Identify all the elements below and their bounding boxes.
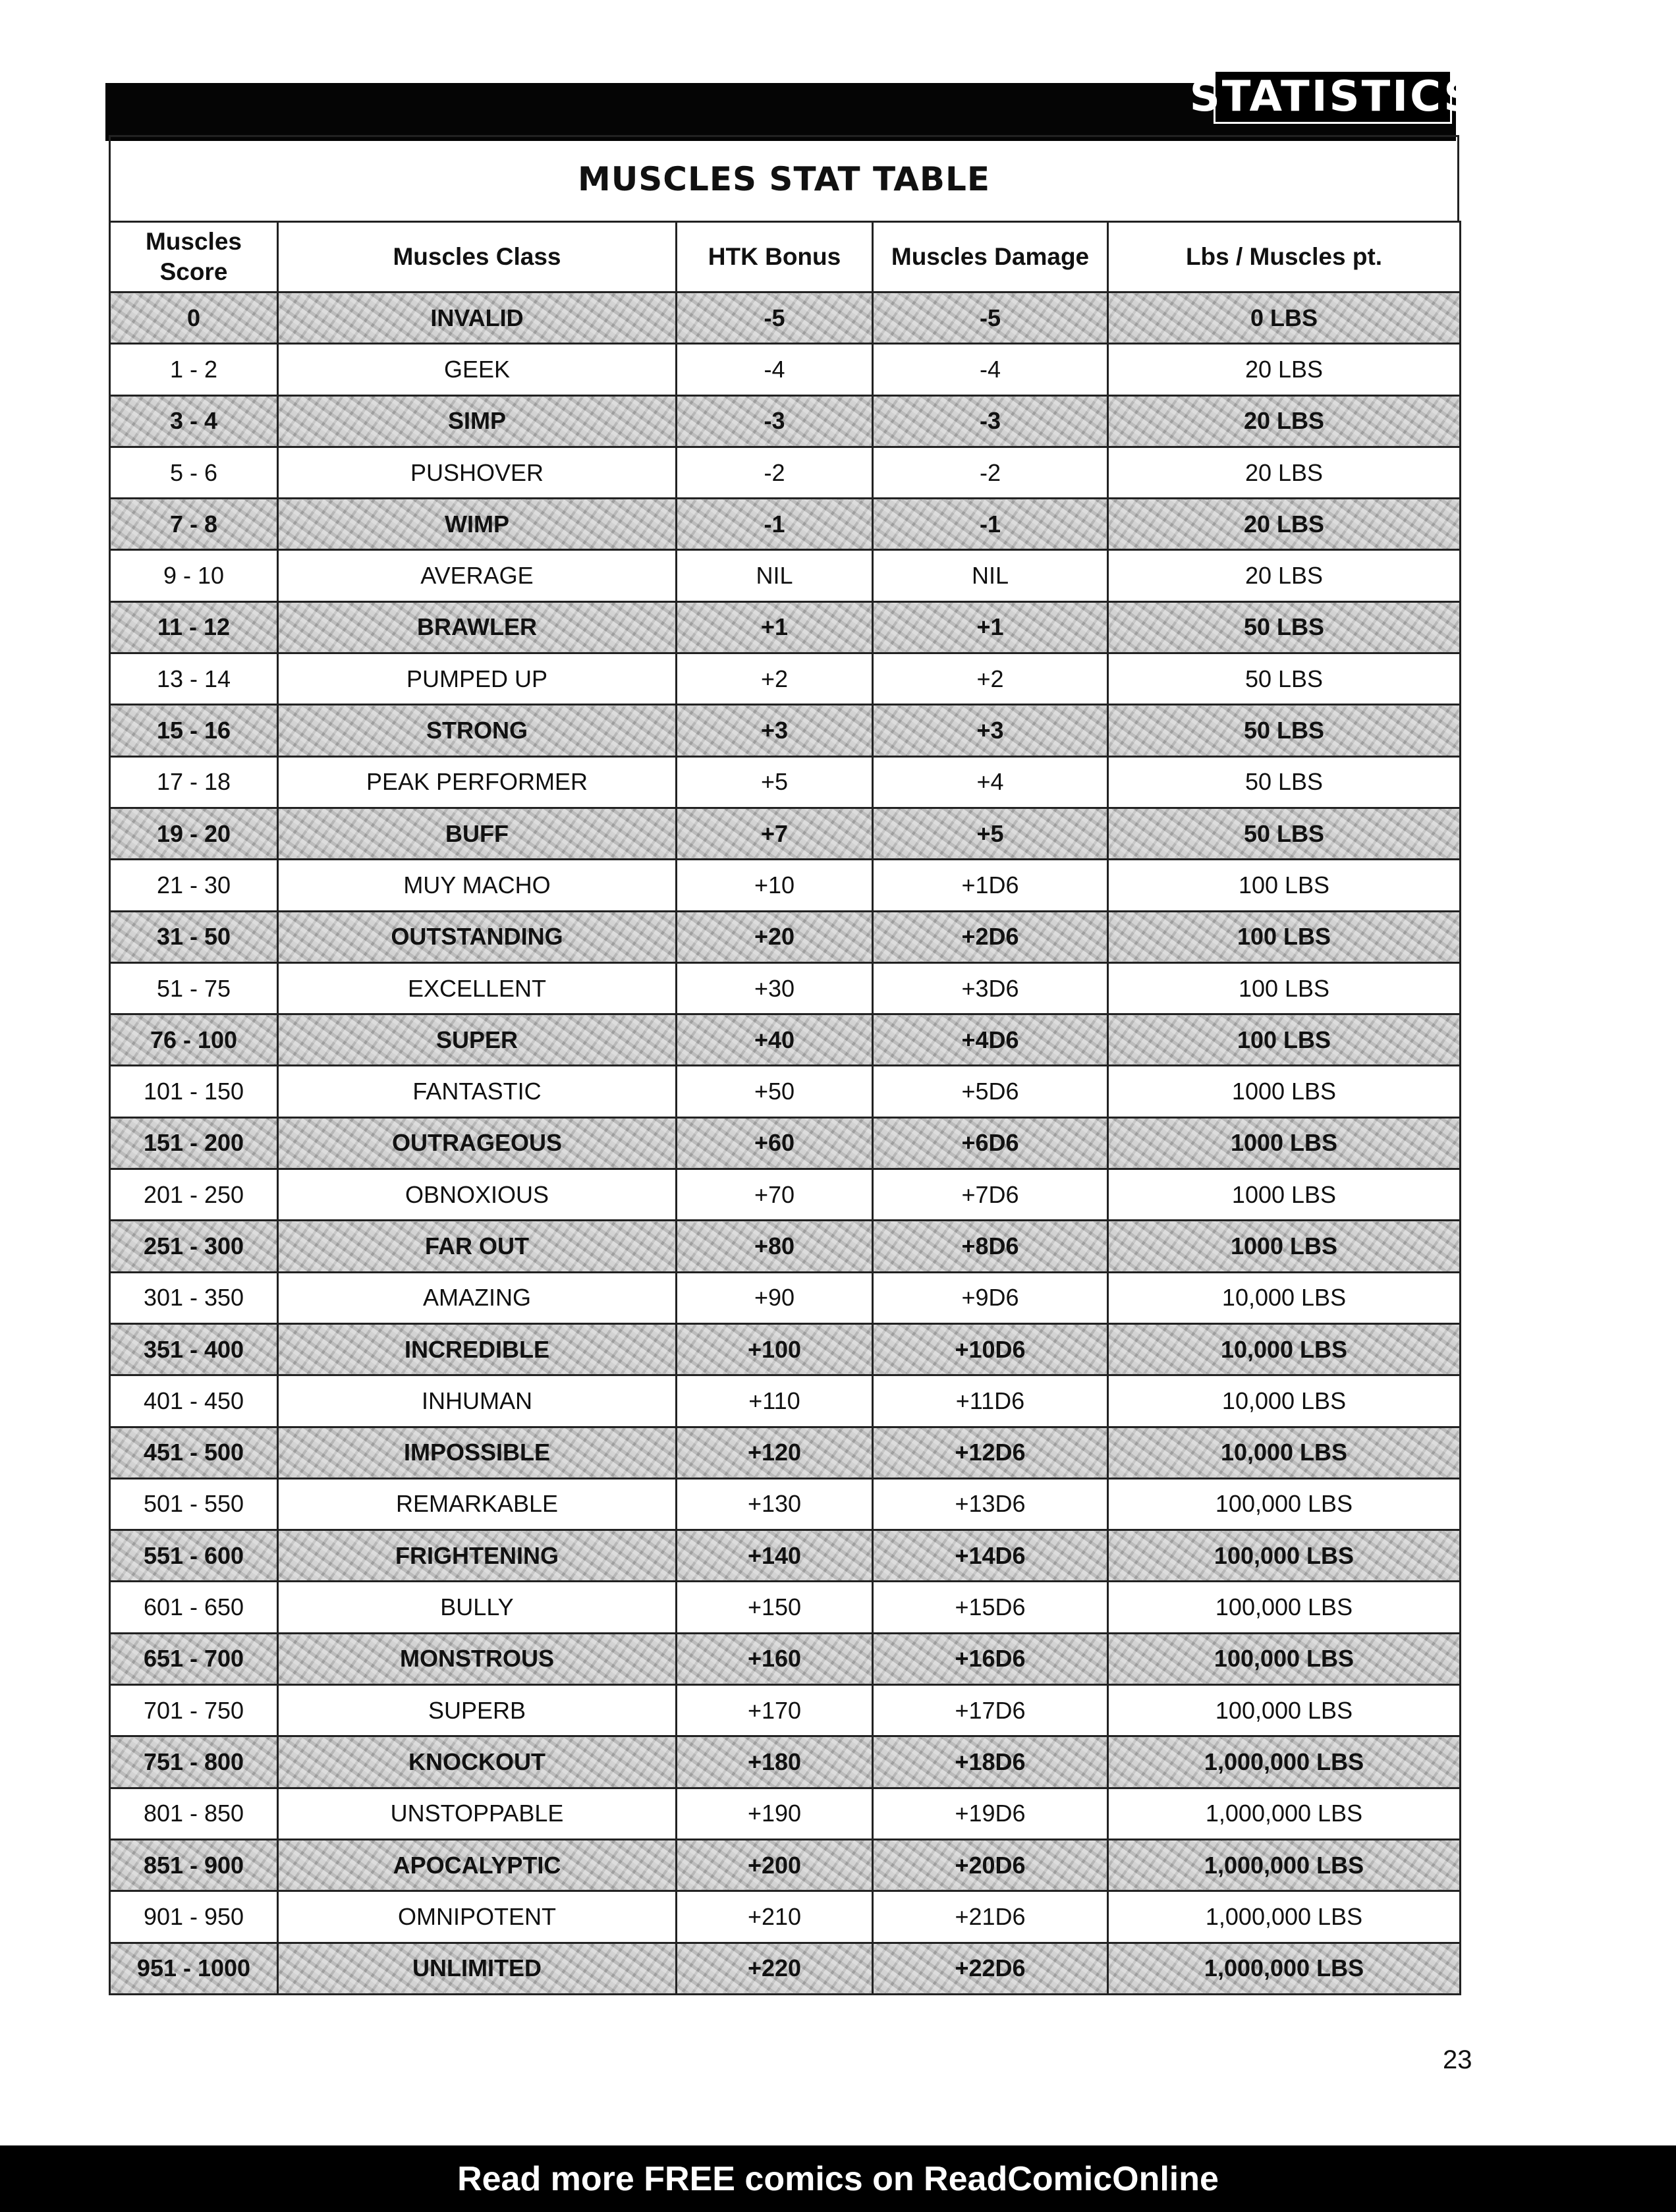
cell-lbs: 1,000,000 LBS [1108,1788,1461,1839]
cell-damage: +18D6 [873,1736,1108,1788]
cell-class: APOCALYPTIC [278,1839,677,1891]
cell-lbs: 1,000,000 LBS [1108,1839,1461,1891]
cell-score: 901 - 950 [110,1891,278,1943]
cell-htk: +30 [677,962,873,1014]
table-row [110,1427,1461,1478]
table-row [110,292,1461,344]
cell-htk: -4 [677,344,873,395]
cell-class: OUTRAGEOUS [278,1117,677,1169]
cell-class: OMNIPOTENT [278,1891,677,1943]
cell-lbs: 1000 LBS [1108,1066,1461,1117]
cell-score: 351 - 400 [110,1323,278,1375]
footer-banner: Read more FREE comics on ReadComicOnline [0,2145,1676,2212]
cell-htk: +160 [677,1633,873,1684]
cell-lbs: 20 LBS [1108,499,1461,550]
header-class: Muscles Class [278,222,677,292]
cell-lbs: 1000 LBS [1108,1117,1461,1169]
cell-htk: +140 [677,1530,873,1582]
cell-class: GEEK [278,344,677,395]
cell-score: 701 - 750 [110,1685,278,1736]
cell-htk: +90 [677,1272,873,1323]
cell-lbs: 10,000 LBS [1108,1427,1461,1478]
cell-htk: +40 [677,1014,873,1066]
cell-damage: +16D6 [873,1633,1108,1684]
cell-htk: +20 [677,911,873,962]
cell-htk: +7 [677,808,873,859]
cell-score: 101 - 150 [110,1066,278,1117]
table-row [110,601,1461,653]
table-row [110,911,1461,962]
cell-lbs: 20 LBS [1108,447,1461,498]
cell-class: BUFF [278,808,677,859]
table-row [110,808,1461,859]
cell-score: 751 - 800 [110,1736,278,1788]
cell-class: WIMP [278,499,677,550]
cell-damage: +13D6 [873,1478,1108,1530]
cell-htk: -2 [677,447,873,498]
cell-score: 451 - 500 [110,1427,278,1478]
muscles-stat-table [109,135,1459,1995]
cell-score: 651 - 700 [110,1633,278,1684]
cell-htk: +180 [677,1736,873,1788]
table-row [110,1891,1461,1943]
cell-damage: -2 [873,447,1108,498]
cell-damage: +10D6 [873,1323,1108,1375]
cell-score: 801 - 850 [110,1788,278,1839]
cell-damage: +9D6 [873,1272,1108,1323]
cell-lbs: 100,000 LBS [1108,1582,1461,1633]
cell-htk: +3 [677,705,873,756]
cell-damage: +17D6 [873,1685,1108,1736]
cell-htk: +170 [677,1685,873,1736]
cell-score: 31 - 50 [110,911,278,962]
cell-damage: +2 [873,653,1108,705]
cell-class: INVALID [278,292,677,344]
cell-class: SUPERB [278,1685,677,1736]
cell-class: EXCELLENT [278,962,677,1014]
cell-score: 17 - 18 [110,756,278,808]
cell-lbs: 10,000 LBS [1108,1272,1461,1323]
cell-class: KNOCKOUT [278,1736,677,1788]
table-row [110,395,1461,447]
cell-htk: +120 [677,1427,873,1478]
cell-lbs: 100,000 LBS [1108,1633,1461,1684]
cell-score: 601 - 650 [110,1582,278,1633]
cell-score: 51 - 75 [110,962,278,1014]
table-row [110,1633,1461,1684]
header-score: Muscles Score [110,222,278,292]
header-damage: Muscles Damage [873,222,1108,292]
cell-damage: -3 [873,395,1108,447]
cell-lbs: 100,000 LBS [1108,1478,1461,1530]
cell-score: 501 - 550 [110,1478,278,1530]
cell-htk: +10 [677,860,873,911]
cell-htk: +5 [677,756,873,808]
cell-damage: +5D6 [873,1066,1108,1117]
cell-lbs: 50 LBS [1108,705,1461,756]
table-row [110,1582,1461,1633]
cell-htk: +80 [677,1221,873,1272]
section-tag: STATISTICS [1214,70,1452,124]
cell-class: OBNOXIOUS [278,1169,677,1221]
cell-htk: +210 [677,1891,873,1943]
header-row [110,222,1461,292]
cell-damage: +3 [873,705,1108,756]
cell-damage: +1 [873,601,1108,653]
cell-class: AVERAGE [278,550,677,601]
table-row [110,1736,1461,1788]
table-row [110,1375,1461,1427]
cell-score: 301 - 350 [110,1272,278,1323]
table-row [110,1117,1461,1169]
table-row [110,344,1461,395]
cell-score: 9 - 10 [110,550,278,601]
cell-damage: +4 [873,756,1108,808]
cell-score: 15 - 16 [110,705,278,756]
cell-lbs: 100 LBS [1108,911,1461,962]
cell-score: 21 - 30 [110,860,278,911]
cell-lbs: 20 LBS [1108,550,1461,601]
table-row [110,499,1461,550]
cell-damage: +1D6 [873,860,1108,911]
page-number: 23 [1443,2045,1472,2074]
cell-damage: +2D6 [873,911,1108,962]
cell-damage: +12D6 [873,1427,1108,1478]
cell-lbs: 1000 LBS [1108,1221,1461,1272]
cell-damage: +19D6 [873,1788,1108,1839]
cell-damage: -4 [873,344,1108,395]
table-row [110,1478,1461,1530]
cell-class: STRONG [278,705,677,756]
cell-score: 551 - 600 [110,1530,278,1582]
cell-lbs: 10,000 LBS [1108,1375,1461,1427]
cell-damage: +6D6 [873,1117,1108,1169]
table-row [110,1685,1461,1736]
cell-score: 1 - 2 [110,344,278,395]
table-row [110,653,1461,705]
cell-class: SUPER [278,1014,677,1066]
cell-htk: +100 [677,1323,873,1375]
cell-score: 19 - 20 [110,808,278,859]
cell-class: FAR OUT [278,1221,677,1272]
cell-damage: +14D6 [873,1530,1108,1582]
cell-damage: +11D6 [873,1375,1108,1427]
cell-class: BULLY [278,1582,677,1633]
cell-htk: +190 [677,1788,873,1839]
cell-class: MONSTROUS [278,1633,677,1684]
cell-damage: +15D6 [873,1582,1108,1633]
cell-htk: -1 [677,499,873,550]
table-row [110,962,1461,1014]
cell-score: 7 - 8 [110,499,278,550]
table-row [110,1169,1461,1221]
cell-htk: +200 [677,1839,873,1891]
cell-lbs: 50 LBS [1108,653,1461,705]
table-title: MUSCLES STAT TABLE [109,135,1459,221]
cell-class: AMAZING [278,1272,677,1323]
table-row [110,550,1461,601]
cell-lbs: 10,000 LBS [1108,1323,1461,1375]
cell-score: 151 - 200 [110,1117,278,1169]
cell-lbs: 100,000 LBS [1108,1685,1461,1736]
cell-lbs: 50 LBS [1108,756,1461,808]
cell-class: BRAWLER [278,601,677,653]
header-htk: HTK Bonus [677,222,873,292]
cell-lbs: 50 LBS [1108,601,1461,653]
cell-lbs: 1,000,000 LBS [1108,1943,1461,1994]
table-row [110,705,1461,756]
table-row [110,1943,1461,1994]
cell-damage: +3D6 [873,962,1108,1014]
cell-htk: -3 [677,395,873,447]
cell-class: MUY MACHO [278,860,677,911]
cell-htk: +150 [677,1582,873,1633]
cell-class: PUMPED UP [278,653,677,705]
cell-score: 5 - 6 [110,447,278,498]
cell-class: PEAK PERFORMER [278,756,677,808]
cell-htk: +1 [677,601,873,653]
header-lbs: Lbs / Muscles pt. [1108,222,1461,292]
cell-lbs: 100 LBS [1108,1014,1461,1066]
cell-htk: +70 [677,1169,873,1221]
cell-htk: +130 [677,1478,873,1530]
cell-lbs: 1,000,000 LBS [1108,1891,1461,1943]
cell-htk: +50 [677,1066,873,1117]
cell-damage: -1 [873,499,1108,550]
cell-htk: +220 [677,1943,873,1994]
cell-class: SIMP [278,395,677,447]
table-row [110,1272,1461,1323]
cell-damage: +8D6 [873,1221,1108,1272]
cell-damage: +20D6 [873,1839,1108,1891]
cell-htk: +60 [677,1117,873,1169]
cell-damage: -5 [873,292,1108,344]
cell-class: OUTSTANDING [278,911,677,962]
cell-damage: +4D6 [873,1014,1108,1066]
cell-lbs: 100 LBS [1108,860,1461,911]
cell-lbs: 100 LBS [1108,962,1461,1014]
cell-damage: +7D6 [873,1169,1108,1221]
cell-score: 951 - 1000 [110,1943,278,1994]
cell-htk: -5 [677,292,873,344]
cell-lbs: 1,000,000 LBS [1108,1736,1461,1788]
cell-lbs: 1000 LBS [1108,1169,1461,1221]
table-row [110,1323,1461,1375]
cell-class: INHUMAN [278,1375,677,1427]
cell-score: 76 - 100 [110,1014,278,1066]
cell-score: 0 [110,292,278,344]
cell-score: 3 - 4 [110,395,278,447]
cell-score: 851 - 900 [110,1839,278,1891]
cell-class: PUSHOVER [278,447,677,498]
table-row [110,1066,1461,1117]
cell-lbs: 20 LBS [1108,344,1461,395]
table-row [110,756,1461,808]
cell-damage: +21D6 [873,1891,1108,1943]
cell-htk: +110 [677,1375,873,1427]
cell-htk: NIL [677,550,873,601]
cell-class: FRIGHTENING [278,1530,677,1582]
table-row [110,860,1461,911]
cell-class: FANTASTIC [278,1066,677,1117]
cell-class: IMPOSSIBLE [278,1427,677,1478]
cell-damage: +22D6 [873,1943,1108,1994]
cell-class: UNSTOPPABLE [278,1788,677,1839]
cell-damage: +5 [873,808,1108,859]
cell-score: 13 - 14 [110,653,278,705]
table-row [110,1839,1461,1891]
cell-lbs: 0 LBS [1108,292,1461,344]
table-row [110,1221,1461,1272]
cell-class: INCREDIBLE [278,1323,677,1375]
table-row [110,1530,1461,1582]
table-row [110,1014,1461,1066]
table-row [110,447,1461,498]
cell-score: 201 - 250 [110,1169,278,1221]
cell-score: 251 - 300 [110,1221,278,1272]
cell-class: UNLIMITED [278,1943,677,1994]
cell-damage: NIL [873,550,1108,601]
cell-lbs: 20 LBS [1108,395,1461,447]
table-row [110,1788,1461,1839]
cell-score: 401 - 450 [110,1375,278,1427]
cell-score: 11 - 12 [110,601,278,653]
cell-lbs: 50 LBS [1108,808,1461,859]
cell-lbs: 100,000 LBS [1108,1530,1461,1582]
cell-htk: +2 [677,653,873,705]
stats-table [109,221,1461,1995]
cell-class: REMARKABLE [278,1478,677,1530]
